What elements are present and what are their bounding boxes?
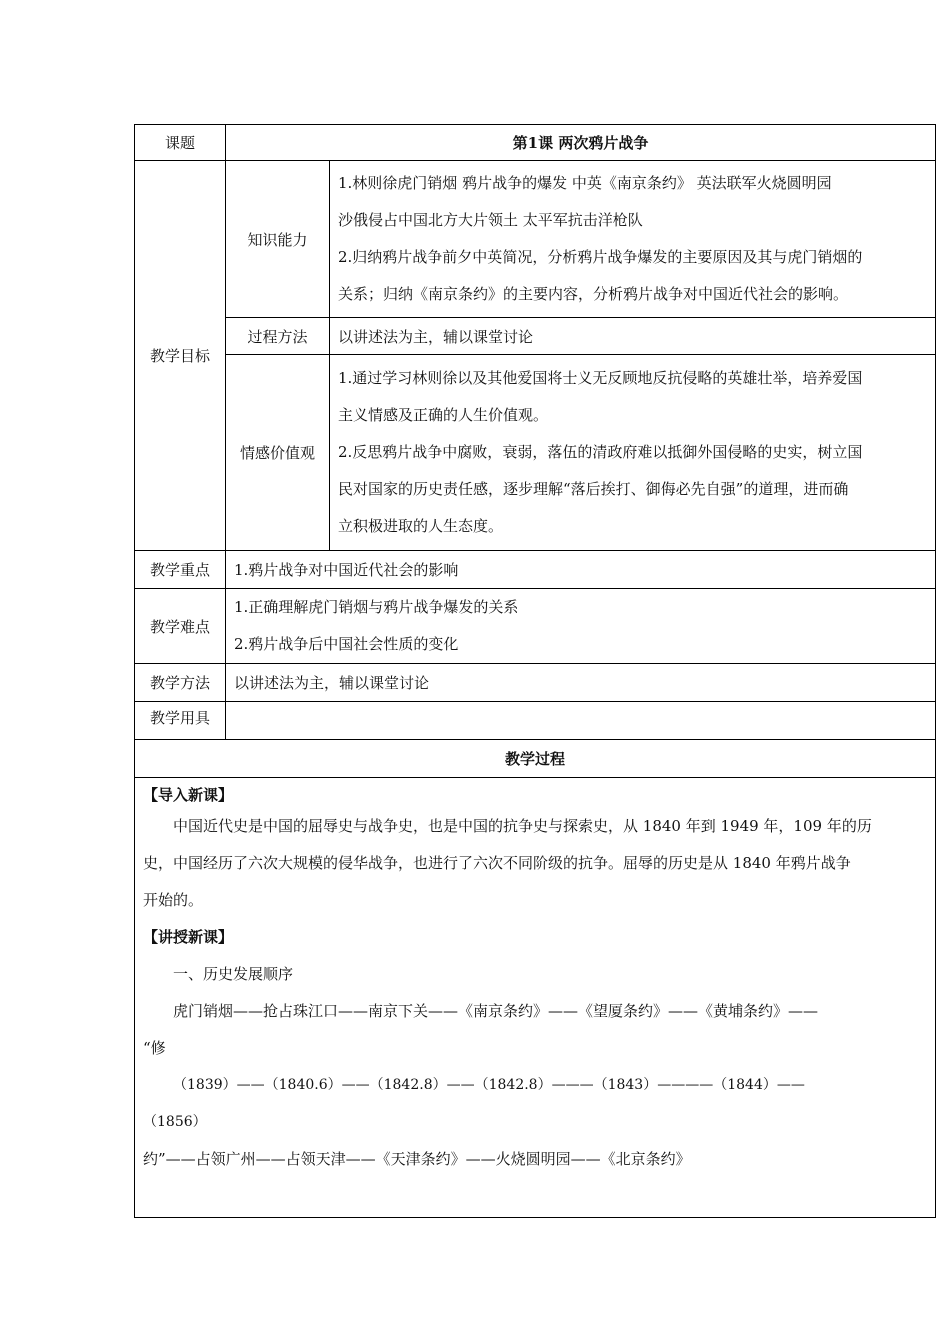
goals-label: 教学目标 xyxy=(135,161,226,551)
emotion-line: 民对国家的历史责任感，逐步理解“落后挨打、御侮必先自强”的道理，进而确 xyxy=(338,480,849,498)
intro-heading: 【导入新课】 xyxy=(143,786,234,804)
tools-text xyxy=(226,702,936,740)
difficulties-label: 教学难点 xyxy=(135,589,226,664)
method-text: 以讲述法为主，辅以课堂讨论 xyxy=(226,664,936,702)
method-row xyxy=(135,664,936,702)
difficulty-line: 2.鸦片战争后中国社会性质的变化 xyxy=(234,635,459,653)
knowledge-label: 知识能力 xyxy=(226,161,330,318)
knowledge-content xyxy=(330,161,936,318)
intro-line: 史，中国经历了六次大规模的侵华战争，也进行了六次不同阶级的抗争。屈辱的历史是从 1840 年鸦片战争 xyxy=(143,854,851,872)
method-label: 教学方法 xyxy=(135,664,226,702)
difficulty-line: 1.正确理解虎门销烟与鸦片战争爆发的关系 xyxy=(234,598,519,616)
sequence-line: 虎门销烟——抢占珠江口——南京下关——《南京条约》——《望厦条约》——《黄埔条约》—— xyxy=(173,1002,819,1020)
years-line: （1856） xyxy=(143,1114,207,1130)
process-row xyxy=(135,318,936,355)
tools-row xyxy=(135,702,936,740)
emotion-content xyxy=(330,355,936,551)
tools-label: 教学用具 xyxy=(135,702,226,740)
sequence-line: “修 xyxy=(143,1039,166,1057)
process-label: 过程方法 xyxy=(226,318,330,355)
topic-label: 课题 xyxy=(135,125,226,161)
knowledge-line: 关系；归纳《南京条约》的主要内容，分析鸦片战争对中国近代社会的影响。 xyxy=(338,285,849,303)
knowledge-line: 2.归纳鸦片战争前夕中英简况，分析鸦片战争爆发的主要原因及其与虎门销烟的 xyxy=(338,248,863,266)
key-points-label: 教学重点 xyxy=(135,551,226,589)
difficulties-row xyxy=(135,589,936,664)
emotion-row xyxy=(135,355,936,551)
emotion-label: 情感价值观 xyxy=(226,355,330,551)
process-title: 教学过程 xyxy=(135,740,936,778)
process-title-row xyxy=(135,740,936,778)
sub-heading: 一、历史发展顺序 xyxy=(173,965,294,983)
key-points-text: 1.鸦片战争对中国近代社会的影响 xyxy=(226,551,936,589)
sequence-line: 约”——占领广州——占领天津——《天津条约》——火烧圆明园——《北京条约》 xyxy=(143,1150,691,1168)
emotion-line: 2.反思鸦片战争中腐败，衰弱，落伍的清政府难以抵御外国侵略的史实，树立国 xyxy=(338,443,863,461)
knowledge-row xyxy=(135,161,936,318)
process-body xyxy=(135,778,936,1218)
intro-line: 开始的。 xyxy=(143,891,204,909)
emotion-line: 立积极进取的人生态度。 xyxy=(338,517,504,535)
process-text: 以讲述法为主，辅以课堂讨论 xyxy=(330,318,936,355)
key-points-row xyxy=(135,551,936,589)
lecture-heading: 【讲授新课】 xyxy=(143,928,234,946)
lesson-plan-table xyxy=(134,124,936,1218)
knowledge-line: 1.林则徐虎门销烟 鸦片战争的爆发 中英《南京条约》 英法联军火烧圆明园 xyxy=(338,174,832,192)
emotion-line: 1.通过学习林则徐以及其他爱国将士义无反顾地反抗侵略的英雄壮举，培养爱国 xyxy=(338,369,863,387)
years-line: （1839）——（1840.6）——（1842.8）——（1842.8）———（1843）————（1844）—— xyxy=(173,1077,805,1093)
topic-row xyxy=(135,125,936,161)
difficulties-content xyxy=(226,589,936,664)
emotion-line: 主义情感及正确的人生价值观。 xyxy=(338,406,549,424)
topic-value: 第1课 两次鸦片战争 xyxy=(226,125,936,161)
knowledge-line: 沙俄侵占中国北方大片领土 太平军抗击洋枪队 xyxy=(338,211,643,229)
intro-line: 中国近代史是中国的屈辱史与战争史，也是中国的抗争史与探索史，从 1840 年到 1949 年，109 年的历 xyxy=(173,817,872,835)
process-body-row xyxy=(135,778,936,1218)
